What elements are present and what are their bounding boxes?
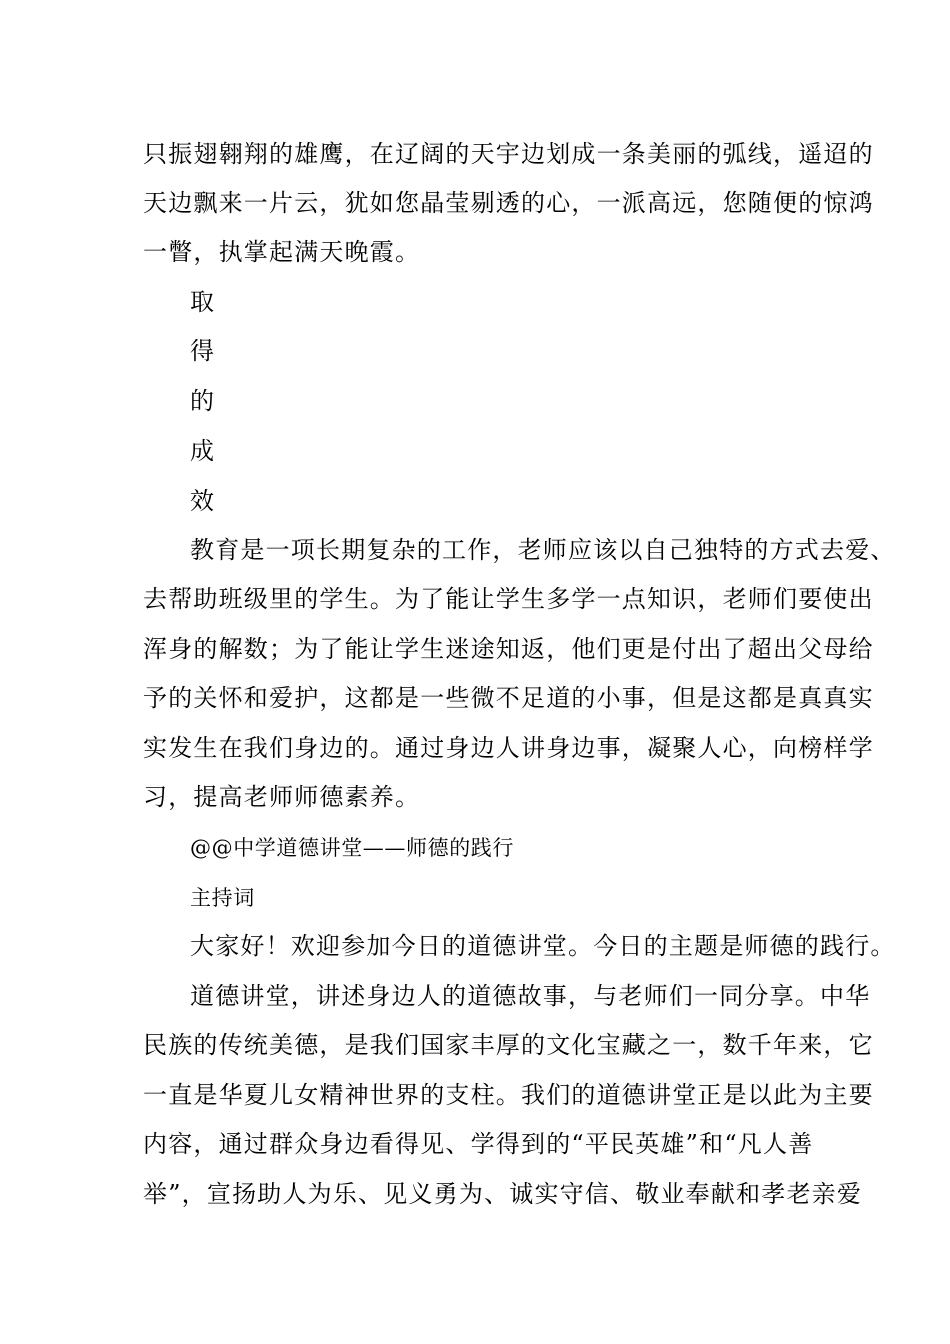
paragraph-line: 浑身的解数；为了能让学生迷途知返，他们更是付出了超出父母给 — [143, 635, 874, 663]
heading-char: 的 — [190, 387, 216, 415]
heading-char: 成 — [190, 437, 216, 465]
paragraph-line: 一直是华夏儿女精神世界的支柱。我们的道德讲堂正是以此为主要 — [143, 1081, 874, 1109]
paragraph-line: 实发生在我们身边的。通过身边人讲身边事，凝聚人心，向榜样学 — [143, 734, 874, 762]
paragraph-line: 只振翅翱翔的雄鹰，在辽阔的天宇边划成一条美丽的弧线，遥迢的 — [143, 140, 874, 168]
paragraph-line: 教育是一项长期复杂的工作，老师应该以自己独特的方式去爱、 — [190, 536, 896, 564]
paragraph-line: 一瞥，执掌起满天晚霞。 — [143, 238, 421, 266]
paragraph-line: 习，提高老师师德素养。 — [143, 783, 421, 811]
heading-char: 取 — [190, 288, 216, 316]
paragraph-line: 民族的传统美德，是我们国家丰厚的文化宝藏之一，数千年来，它 — [143, 1031, 874, 1059]
heading-char: 效 — [190, 487, 216, 515]
paragraph-line: 天边飘来一片云，犹如您晶莹剔透的心，一派高远，您随便的惊鸿 — [143, 189, 874, 217]
paragraph-line: 大家好！欢迎参加今日的道德讲堂。今日的主题是师德的践行。 — [190, 932, 896, 960]
paragraph-line: 去帮助班级里的学生。为了能让学生多学一点知识，老师们要使出 — [143, 585, 874, 613]
section-subtitle: 主持词 — [190, 886, 255, 910]
section-title: @@中学道德讲堂——师德的践行 — [190, 836, 514, 860]
paragraph-line: 道德讲堂，讲述身边人的道德故事，与老师们一同分享。中华 — [190, 982, 871, 1010]
paragraph-line: 内容，通过群众身边看得见、学得到的“平民英雄”和“凡人善 — [143, 1130, 814, 1158]
paragraph-line: 予的关怀和爱护，这都是一些微不足道的小事，但是这都是真真实 — [143, 684, 874, 712]
heading-char: 得 — [190, 337, 216, 365]
paragraph-line: 举”，宣扬助人为乐、见义勇为、诚实守信、敬业奉献和孝老亲爱 — [143, 1180, 863, 1208]
